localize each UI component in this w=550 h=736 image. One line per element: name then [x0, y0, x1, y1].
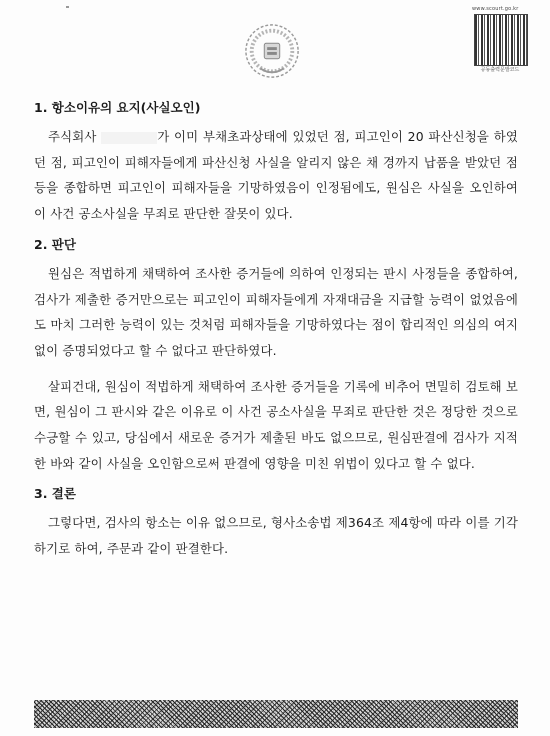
paragraph: 살피건대, 원심이 적법하게 채택하여 조사한 증거들을 기록에 비추어 면밀히 검토해 보면, 원심이 그 판시와 같은 이유로 이 사건 공소사실을 무죄로 판단한 것은 정당한 것으로 수긍할 수 있고, 당심에서 새로운 증거가 제출된 바도 없으므로, 원심판결에 검사가 지적한 바와 같이 사실을 오인함으로써 판결에 영향을 미친 위법이 있다고 할 수 없다. [34, 378, 518, 471]
paragraph [34, 124, 518, 227]
qr-code-icon [474, 14, 528, 66]
paragraph: 원심은 적법하게 채택하여 조사한 증거들에 의하여 인정되는 판시 사정들을 종합하여, 검사가 제출한 증거만으로는 피고인이 피해자들에게 자재대금을 지급할 능력이 없었음에도 마치 그러한 능력이 있는 것처럼 피해자들을 기망하였다는 점이 합리적인 의심의 여지없이 증명되었다고 할 수 없다고 판단하였다. [34, 265, 518, 358]
paragraph-text-start: 주식회사 [48, 129, 102, 144]
document-body [34, 100, 518, 572]
section-judgment [34, 237, 518, 477]
court-website-url: www.scourt.go.kr [472, 6, 519, 12]
verification-barcode [34, 700, 518, 728]
section-heading: 3. 결론 [34, 486, 76, 502]
scan-mark [66, 6, 69, 8]
section-heading: 2. 판단 [34, 236, 76, 252]
section-conclusion [34, 486, 518, 561]
redacted-text [101, 132, 157, 144]
section-appeal-grounds [34, 100, 518, 227]
court-seal-icon [243, 22, 301, 80]
paragraph-text-end: 가 이미 부채초과상태에 있었던 점, 피고인이 20 파산신청을 하였던 점, 피고인이 피해자들에게 파산신청 사실을 알리지 않은 채 경까지 납품을 받았던 점 등을 종합하면 피고인이 피해자들을 기망하였음이 인정됨에도, 원심은 사실을 오인하여 이 사건 공소사실을 무죄로 판단한 잘못이 있다. [34, 129, 518, 222]
section-heading: 1. 항소이유의 요지(사실오인) [34, 100, 201, 115]
paragraph: 그렇다면, 검사의 항소는 이유 없으므로, 형사소송법 제364조 제4항에 따라 이를 기각하기로 하여, 주문과 같이 판결한다. [34, 515, 518, 557]
qr-code-label: 공동출력문발코드 [480, 67, 520, 73]
